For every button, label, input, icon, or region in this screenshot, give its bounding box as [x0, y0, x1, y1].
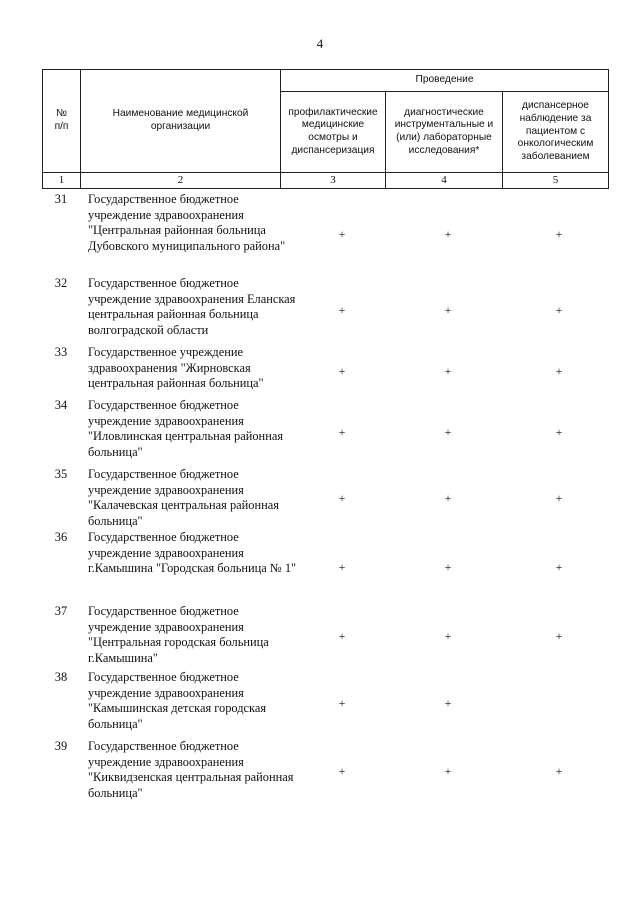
row-number: 32: [54, 276, 68, 290]
row-number: 39: [54, 739, 68, 753]
org-name: Государственное бюджетное учреждение здравоохранения "Иловлинская центральная районная больница": [88, 398, 284, 459]
header-col4: диагностические инструментальные и (или) лабораторные исследования*: [386, 92, 503, 173]
mark-col3: +: [338, 227, 346, 241]
header-col3: профилактические медицинские осмотры и диспансеризация: [281, 92, 386, 173]
mark-col4: +: [444, 491, 452, 505]
page-number: 4: [316, 36, 324, 51]
mark-col3: +: [338, 303, 346, 317]
mark-col3: +: [338, 425, 346, 439]
header-num: № п/п: [43, 70, 81, 173]
mark-col3: +: [338, 491, 346, 505]
org-name: Государственное бюджетное учреждение здравоохранения "Центральная районная больница Дубовского муниципального района": [88, 192, 286, 253]
mark-col4: +: [444, 425, 452, 439]
col-number: 2: [81, 173, 281, 189]
mark-col4: +: [444, 364, 452, 378]
mark-col4: +: [444, 629, 452, 643]
row-number: 37: [54, 604, 68, 618]
mark-col4: +: [444, 764, 452, 778]
org-name: Государственное бюджетное учреждение здравоохранения "Центральная городская больница г.Камышина": [88, 604, 269, 665]
col-number: 4: [386, 173, 503, 189]
org-name: Государственное бюджетное учреждение здравоохранения "Калачевская центральная районная больница": [88, 467, 279, 528]
org-name: Государственное бюджетное учреждение здравоохранения "Киквидзенская центральная районная больница": [88, 739, 294, 800]
mark-col5: +: [555, 227, 563, 241]
row-number: 35: [54, 467, 68, 481]
header-name: Наименование медицинской организации: [81, 70, 281, 173]
header-conduct: Проведение: [281, 70, 609, 92]
row-number: 38: [54, 670, 68, 684]
row-number: 36: [54, 530, 68, 544]
org-name: Государственное бюджетное учреждение здравоохранения Еланская центральная районная больница волгоградской области: [88, 276, 296, 337]
org-name: Государственное бюджетное учреждение здравоохранения "Камышинская детская городская больница": [88, 670, 267, 731]
mark-col3: +: [338, 764, 346, 778]
mark-col4: +: [444, 227, 452, 241]
mark-col5: +: [555, 303, 563, 317]
mark-col3: +: [338, 696, 346, 710]
mark-col5: +: [555, 364, 563, 378]
mark-col3: +: [338, 629, 346, 643]
col-number: 3: [281, 173, 386, 189]
mark-col5: +: [555, 764, 563, 778]
table-header: [42, 69, 609, 189]
header-col5: диспансерное наблюдение за пациентом с онкологическим заболеванием: [503, 92, 609, 173]
org-name: Государственное бюджетное учреждение здравоохранения г.Камышина "Городская больница № 1": [88, 530, 297, 575]
mark-col3: +: [338, 364, 346, 378]
mark-col3: +: [338, 560, 346, 574]
mark-col5: +: [555, 629, 563, 643]
mark-col5: +: [555, 425, 563, 439]
mark-col4: +: [444, 303, 452, 317]
mark-col4: +: [444, 696, 452, 710]
org-name: Государственное учреждение здравоохранения "Жирновская центральная районная больница": [88, 345, 264, 390]
row-number: 34: [54, 398, 68, 412]
col-number: 1: [43, 173, 81, 189]
mark-col5: +: [555, 491, 563, 505]
col-number: 5: [503, 173, 609, 189]
row-number: 33: [54, 345, 68, 359]
row-number: 31: [54, 192, 68, 206]
mark-col5: +: [555, 560, 563, 574]
mark-col4: +: [444, 560, 452, 574]
